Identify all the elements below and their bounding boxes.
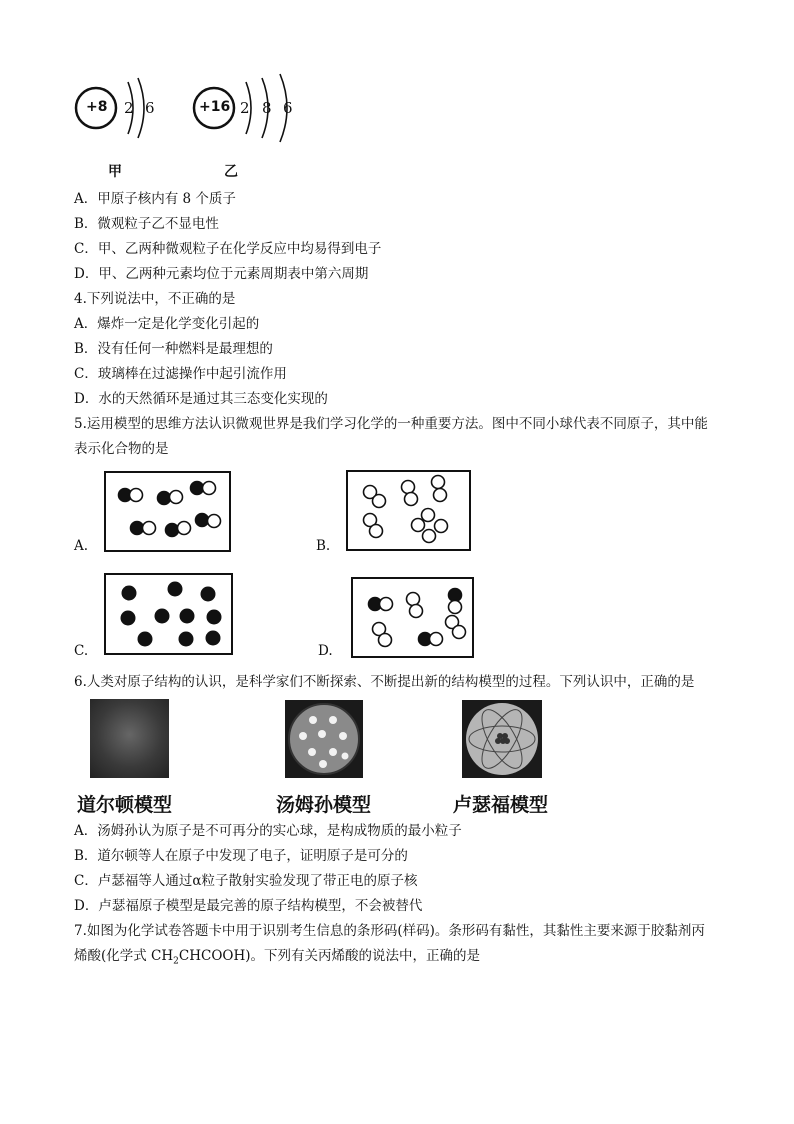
q7-stem-line-1: 7.如图为化学试卷答题卡中用于识别考生信息的条形码(样码)。条形码有黏性，其黏性主要来源于胶黏剂丙 xyxy=(74,923,705,939)
q5-label-d: D. xyxy=(318,643,333,659)
q5-model-c-particles xyxy=(104,573,233,655)
atom-jia-shell-2: 6 xyxy=(145,99,155,117)
q3-option-d: D．甲、乙两种元素均位于元素周期表中第六周期 xyxy=(74,266,369,282)
q3-option-b: B．微观粒子乙不显电性 xyxy=(74,216,219,232)
q7-formula-subscript: 2 xyxy=(173,956,179,967)
q5-label-a: A. xyxy=(74,538,89,554)
q4-stem: 4.下列说法中，不正确的是 xyxy=(74,291,236,307)
atom-yi-shell-2: 8 xyxy=(262,99,272,117)
dalton-model-image xyxy=(90,699,169,778)
atom-yi-shell-3: 6 xyxy=(283,99,293,117)
dalton-model-caption: 道尔顿模型 xyxy=(77,794,173,816)
q5-stem-line-1: 5.运用模型的思维方法认识微观世界是我们学习化学的一种重要方法。图中不同小球代表不同原子，其中能 xyxy=(74,416,708,432)
q6-stem: 6.人类对原子结构的认识，是科学家们不断探索、不断提出新的结构模型的过程。下列认识中，正确的是 xyxy=(74,674,695,690)
q7-stem-line-2 xyxy=(74,947,480,971)
q3-option-a: A．甲原子核内有 8 个质子 xyxy=(74,191,236,207)
q5-label-b: B. xyxy=(316,538,331,554)
q5-model-d-particles xyxy=(351,577,474,658)
q5-label-c: C. xyxy=(74,643,89,659)
atom-jia-nucleus: +8 xyxy=(86,99,108,115)
atom-yi-shell-1: 2 xyxy=(240,99,250,117)
q4-option-d: D．水的天然循环是通过其三态变化实现的 xyxy=(74,391,328,407)
rutherford-model-caption: 卢瑟福模型 xyxy=(453,794,549,816)
q4-option-c: C．玻璃棒在过滤操作中起引流作用 xyxy=(74,366,287,382)
q6-option-b: B．道尔顿等人在原子中发现了电子，证明原子是可分的 xyxy=(74,848,408,864)
q4-option-a: A．爆炸一定是化学变化引起的 xyxy=(74,316,260,332)
rutherford-model-image xyxy=(462,700,542,778)
q6-option-c: C．卢瑟福等人通过α粒子散射实验发现了带正电的原子核 xyxy=(74,873,418,889)
q7-stem-line-2-post: CHCOOH)。下列有关丙烯酸的说法中，正确的是 xyxy=(178,948,481,964)
atom-yi-nucleus: +16 xyxy=(199,99,231,115)
q3-option-c: C．甲、乙两种微观粒子在化学反应中均易得到电子 xyxy=(74,241,382,257)
q6-option-d: D．卢瑟福原子模型是最完善的原子结构模型，不会被替代 xyxy=(74,898,423,914)
thomson-model-caption: 汤姆孙模型 xyxy=(276,794,372,816)
thomson-model-image xyxy=(285,700,363,778)
q4-option-b: B．没有任何一种燃料是最理想的 xyxy=(74,341,273,357)
q5-model-a-particles xyxy=(104,471,231,552)
atom-jia-shell-1: 2 xyxy=(124,99,134,117)
q6-option-a: A．汤姆孙认为原子是不可再分的实心球，是构成物质的最小粒子 xyxy=(74,823,462,839)
q5-model-b-particles xyxy=(346,470,471,551)
q7-stem-line-2-pre: 烯酸(化学式 CH xyxy=(74,948,174,964)
q5-stem-line-2: 表示化合物的是 xyxy=(74,441,169,457)
atom-jia-label: 甲 xyxy=(108,164,122,180)
atom-yi-label: 乙 xyxy=(224,164,238,180)
